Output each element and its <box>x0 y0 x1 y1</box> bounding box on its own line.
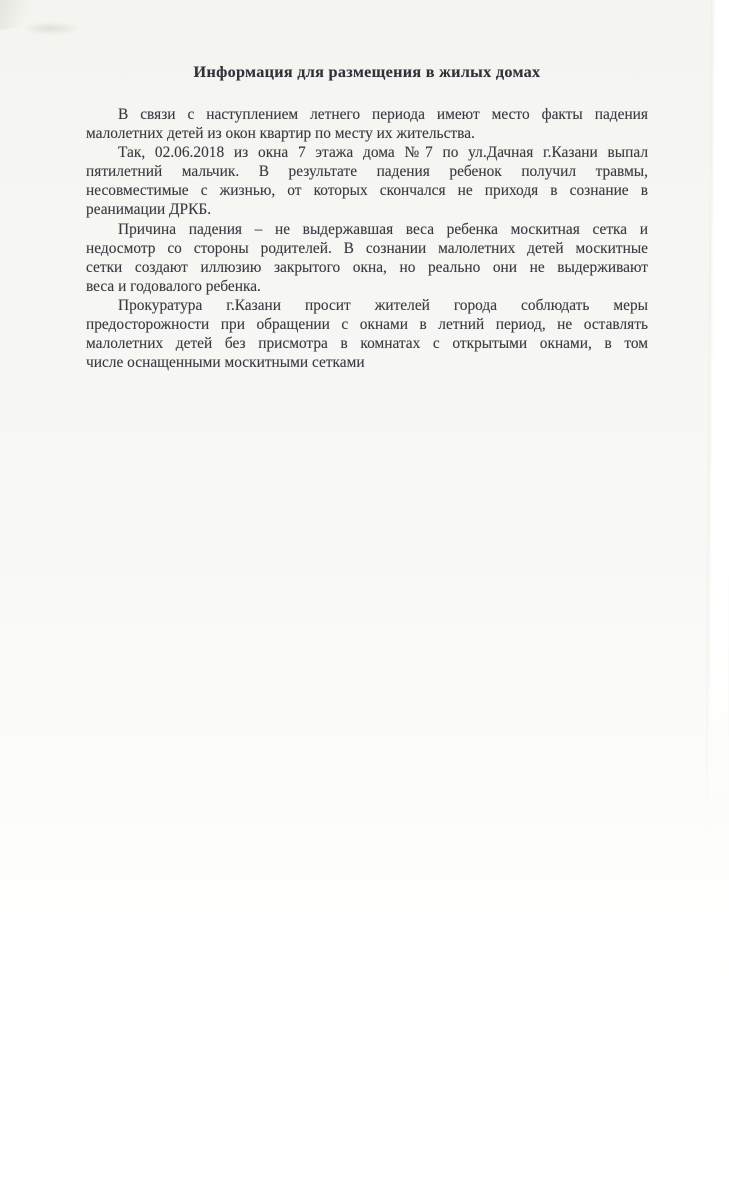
paragraph <box>86 296 648 372</box>
paragraph <box>86 105 648 143</box>
text-line: веса и годовалого ребенка. <box>86 277 261 295</box>
page-title: Информация для размещения в жилых домах <box>193 63 541 81</box>
text-line: числе оснащенными москитными сетками <box>86 354 365 372</box>
text-line: реанимации ДРКБ. <box>86 201 212 219</box>
text-line: Причина падения – не выдержавшая веса ребенка москитная сетка и <box>118 220 648 238</box>
text-line: В связи с наступлением летнего периода имеют место факты падения <box>118 106 648 123</box>
text-line: несовместимые с жизнью, от которых скончался не приходя в сознание в <box>86 182 648 200</box>
paragraph <box>86 143 648 219</box>
scan-right-edge <box>705 0 729 850</box>
text-line: недосмотр со стороны родителей. В сознании малолетних детей москитные <box>86 239 648 257</box>
text-line: сетки создают иллюзию закрытого окна, но реально они не выдерживают <box>86 258 648 276</box>
text-line: пятилетний мальчик. В результате падения ребенок получил травмы, <box>86 163 648 181</box>
text-line: малолетних детей из окон квартир по месту их жительства. <box>86 125 475 143</box>
document-body <box>86 62 648 372</box>
text-line: Прокуратура г.Казани просит жителей города соблюдать меры <box>118 296 648 314</box>
text-line: Так, 02.06.2018 из окна 7 этажа дома №7 по ул.Дачная г.Казани выпал <box>118 144 648 162</box>
text-line: малолетних детей без присмотра в комнатах с открытыми окнами, в том <box>86 335 648 353</box>
paragraph <box>86 220 648 296</box>
scan-smudge-artifact <box>26 22 80 35</box>
paragraphs <box>86 105 648 372</box>
text-line: предосторожности при обращении с окнами в летний период, не оставлять <box>86 316 648 334</box>
